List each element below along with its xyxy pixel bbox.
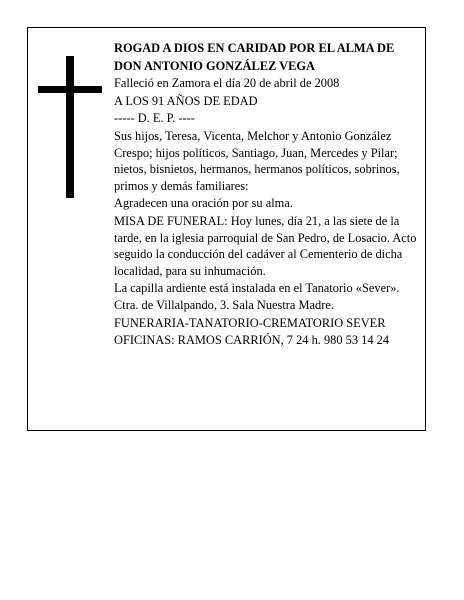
cross-horizontal-bar [38,86,102,93]
prayer-request: Agradecen una oración por su alma. [114,196,293,211]
cross-vertical-bar [66,56,74,198]
heading-prayer: ROGAD A DIOS EN CARIDAD POR EL ALMA DE [114,41,395,55]
funeral-mass: MISA DE FUNERAL: Hoy lunes, día 21, a las siete de la tarde, en la iglesia parroquial de San Pedro, de Losacio. Acto seguido la conducción del cadáver al Cementerio de dicha localidad, para su inhumación. [114,213,417,278]
deceased-name: DON ANTONIO GONZÁLEZ VEGA [114,58,315,73]
obituary-notice [27,27,426,431]
funeral-home: FUNERARIA-TANATORIO-CREMATORIO SEVER [114,315,386,330]
notice-text [114,40,420,350]
rest-in-peace: ----- D. E. P. ---- [114,111,195,126]
death-info: Falleció en Zamora el día 20 de abril de 2008 [114,76,340,91]
cross-icon [38,56,102,198]
age: A LOS 91 AÑOS DE EDAD [114,93,258,108]
family-paragraph: Sus hijos, Teresa, Vicenta, Melchor y Antonio González Crespo; hijos políticos, Santiago, Juan, Mercedes y Pilar; nietos, bisnietos, hermanos, hermanos políticos, sobrinos, primos y demás familiares: [114,128,400,193]
offices-contact: OFICINAS: RAMOS CARRIÓN, 7 24 h. 980 53 14 24 [114,333,390,348]
chapel-info: La capilla ardiente está instalada en el Tanatorio «Sever». Ctra. de Villalpando, 3. Sala Nuestra Madre. [114,281,400,312]
